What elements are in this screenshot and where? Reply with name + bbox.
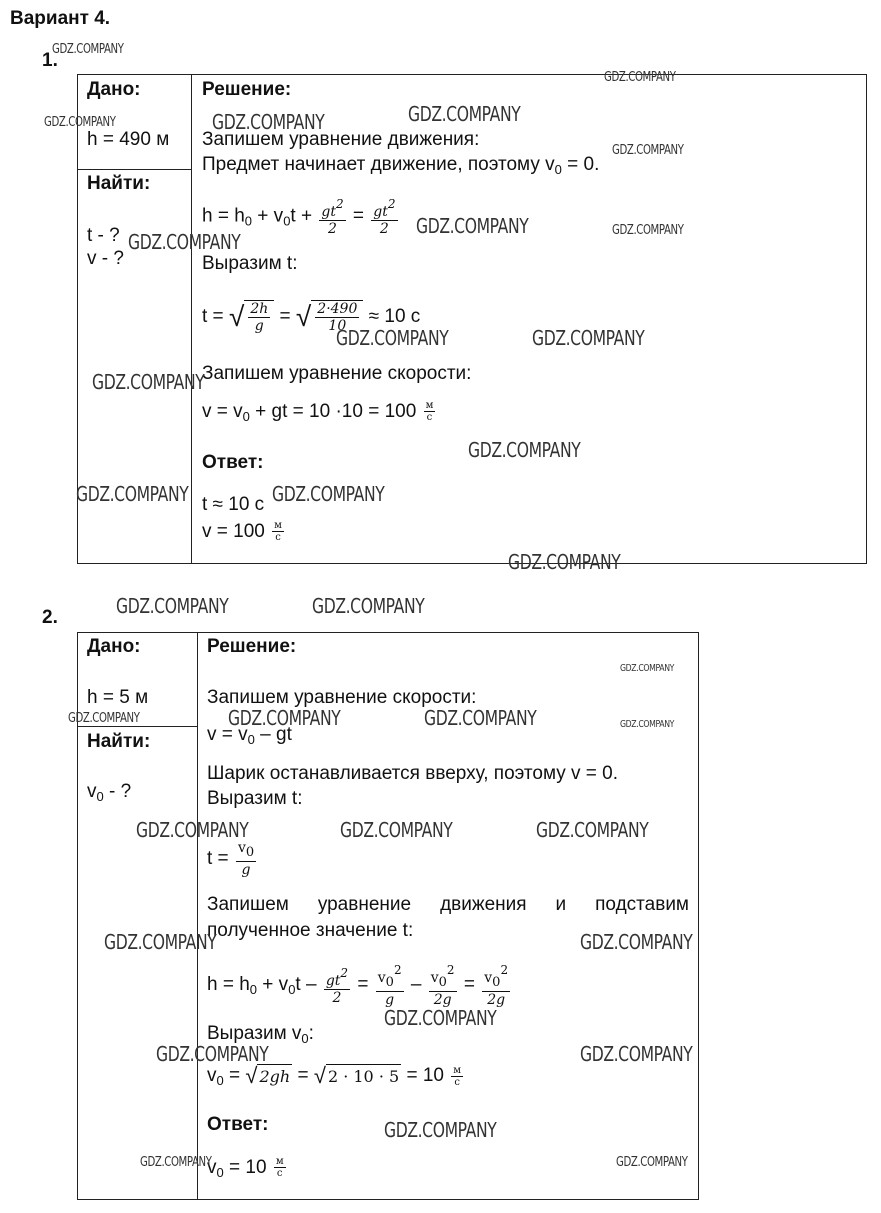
p2-step-substitute: Запишем уравнение движения и подставим [207, 894, 689, 915]
watermark: GDZ.COMPANY [136, 818, 249, 842]
watermark: GDZ.COMPANY [580, 930, 693, 954]
watermark: GDZ.COMPANY [612, 223, 684, 238]
watermark: GDZ.COMPANY [104, 930, 217, 954]
watermark: GDZ.COMPANY [92, 370, 205, 394]
p2-equation-speed: $v = v_0$ – gt [207, 724, 292, 747]
watermark: GDZ.COMPANY [312, 594, 425, 618]
watermark: GDZ.COMPANY [536, 818, 649, 842]
watermark: GDZ.COMPANY [620, 663, 675, 674]
watermark: GDZ.COMPANY [228, 706, 341, 730]
watermark: GDZ.COMPANY [416, 214, 529, 238]
p2-step-stop: Шарик останавливается вверху, поэтому v = 0. [207, 763, 619, 784]
watermark: GDZ.COMPANY [424, 706, 537, 730]
problem-1-divider [191, 74, 192, 564]
watermark: GDZ.COMPANY [140, 1155, 212, 1170]
p1-equation-motion: $h = h_0 + v_0t$ + $\frac{gt2}{2}$ = $\frac{gt2}{2}$ [202, 197, 396, 237]
p1-find-v: v - ? [87, 248, 124, 269]
watermark: GDZ.COMPANY [128, 230, 241, 254]
watermark: GDZ.COMPANY [508, 550, 621, 574]
watermark: GDZ.COMPANY [612, 143, 684, 158]
p1-given-label: Дано: [87, 79, 141, 100]
p1-equation-time: t = √ $\frac{2h}{g}$ = √ $\frac{2\cdot 490}{10}$ ≈ 10 с [202, 301, 421, 334]
watermark: GDZ.COMPANY [384, 1118, 497, 1142]
watermark: GDZ.COMPANY [156, 1042, 269, 1066]
watermark: GDZ.COMPANY [616, 1155, 688, 1170]
p2-answer-v0: $v_0 = 10$ $\frac{м}{с}$ [207, 1156, 284, 1180]
watermark: GDZ.COMPANY [68, 711, 140, 726]
variant-title: Вариант 4. [10, 8, 111, 29]
p1-step-express-t: Выразим t: [202, 253, 298, 274]
p1-find-t: t - ? [87, 225, 120, 246]
p1-find-label: Найти: [87, 173, 151, 194]
watermark: GDZ.COMPANY [340, 818, 453, 842]
problem-2-given-divider [77, 726, 197, 727]
watermark: GDZ.COMPANY [532, 326, 645, 350]
problem-1-number: 1. [42, 50, 58, 71]
p2-solution-label: Решение: [207, 636, 297, 657]
p2-step-substitute-2: полученное значение t: [207, 920, 414, 941]
p2-answer-label: Ответ: [207, 1114, 269, 1135]
problem-1-given-divider [77, 169, 191, 170]
p2-equation-v0: $v_0$ = √ 2gh = √ 2 · 10 · 5 = 10 $\frac{м}{с}$ [207, 1063, 462, 1089]
watermark: GDZ.COMPANY [604, 70, 676, 85]
p1-step-speed: Запишем уравнение скорости: [202, 363, 472, 384]
p2-step-express-v0: Выразим $v_0$: [207, 1023, 314, 1046]
p1-answer-label: Ответ: [202, 452, 264, 473]
problem-2-divider [197, 632, 198, 1200]
p2-equation-motion: $h = h_0 + v_0t$ – $\frac{gt2}{2}$ = $\frac{v02}{g}$ – $\frac{v02}{2g}$ = $\frac{v02}{2g}$ [207, 963, 509, 1008]
problem-2-number: 2. [42, 607, 58, 628]
p2-equation-time: t = $\frac{v0}{g}$ [207, 840, 255, 878]
p2-step-speed: Запишем уравнение скорости: [207, 687, 477, 708]
watermark: GDZ.COMPANY [384, 1006, 497, 1030]
p1-given-value: h = 490 м [87, 129, 170, 150]
p2-find-label: Найти: [87, 731, 151, 752]
watermark: GDZ.COMPANY [272, 482, 385, 506]
p1-equation-speed: $v = v_0$ + gt = 10 ·10 = 100 $\frac{м}{с}$ [202, 400, 434, 424]
watermark: GDZ.COMPANY [212, 110, 325, 134]
p2-given-value: h = 5 м [87, 687, 149, 708]
watermark: GDZ.COMPANY [116, 594, 229, 618]
watermark: GDZ.COMPANY [408, 102, 521, 126]
p2-find-v0: $v_0$ - ? [87, 781, 132, 804]
p1-solution-label: Решение: [202, 79, 292, 100]
watermark: GDZ.COMPANY [52, 42, 124, 57]
watermark: GDZ.COMPANY [620, 719, 675, 730]
watermark: GDZ.COMPANY [76, 482, 189, 506]
p2-given-label: Дано: [87, 636, 141, 657]
p1-step-motion: Запишем уравнение движения: [202, 129, 480, 150]
watermark: GDZ.COMPANY [44, 115, 116, 130]
p1-step-start: Предмет начинает движение, поэтому $v_0 = 0$. [202, 154, 600, 177]
p2-step-express-t: Выразим t: [207, 788, 303, 809]
watermark: GDZ.COMPANY [336, 326, 449, 350]
watermark: GDZ.COMPANY [468, 438, 581, 462]
p1-answer-t: t ≈ 10 с [202, 494, 265, 515]
p1-answer-v: v = 100 $\frac{м}{с}$ [202, 520, 282, 544]
watermark: GDZ.COMPANY [580, 1042, 693, 1066]
